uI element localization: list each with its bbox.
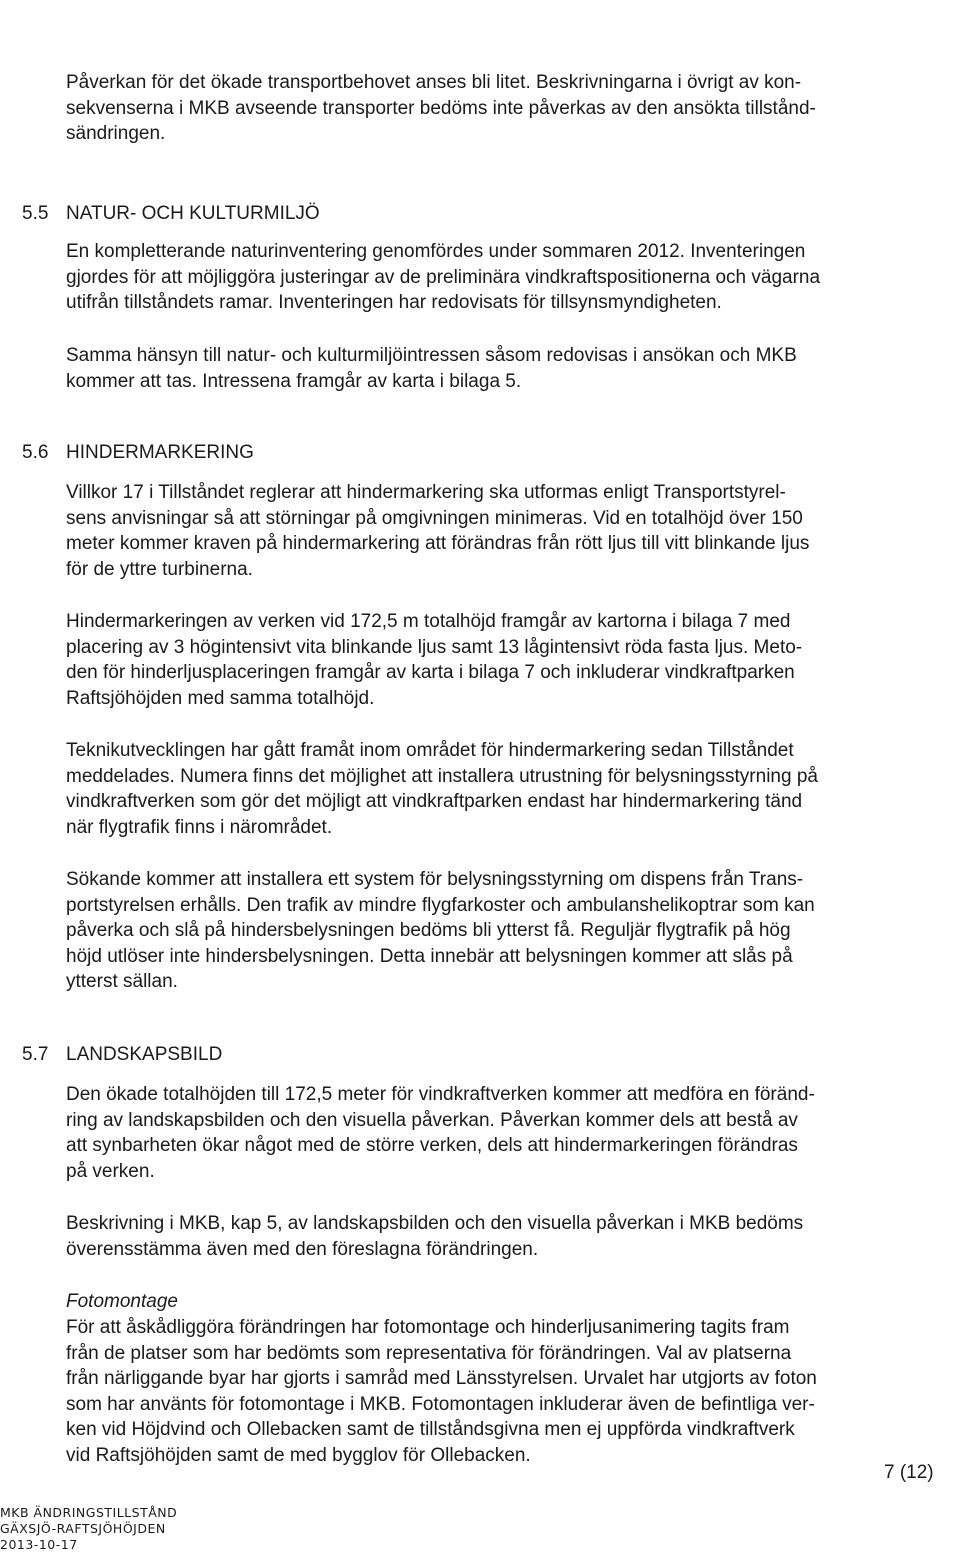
text-line: påverka och slå på hindersbelysningen bedöms bli ytterst få. Reguljär flygtrafik på hög: [66, 920, 791, 941]
footer-date: 2013-10-17: [0, 1537, 78, 1552]
text-line: höjd utlöser inte hindersbelysningen. Detta innebär att belysningen kommer att slås på: [66, 945, 793, 967]
text-line: vindkraftverken som gör det möjligt att vindkraftparken endast har hindermarkering tänd: [66, 791, 803, 812]
text-line: Villkor 17 i Tillståndet reglerar att hindermarkering ska utformas enligt Transportstyrel-: [66, 482, 786, 503]
text-line: den för hinderljusplaceringen framgår av karta i bilaga 7 och inkluderar vindkraftparken: [66, 662, 795, 683]
section-5-6-paragraph-3: [66, 738, 960, 840]
section-number-5-5: 5.5: [22, 203, 49, 224]
text-line: ring av landskapsbilden och den visuella påverkan. Påverkan kommer dels att bestå av: [66, 1109, 798, 1131]
text-line: Sökande kommer att installera ett system för belysningsstyrning om dispens från Trans-: [66, 869, 804, 890]
text-line: överensstämma även med den föreslagna förändringen.: [66, 1238, 539, 1260]
text-line: ytterst sällan.: [66, 971, 178, 992]
text-line: gjordes för att möjliggöra justeringar av de preliminära vindkraftspositionerna och vägarna: [66, 266, 821, 288]
section-5-5-paragraph-2: [66, 343, 960, 394]
section-title-natur-kulturmiljo: NATUR- OCH KULTURMILJÖ: [66, 203, 320, 224]
section-number-5-6: 5.6: [22, 442, 49, 463]
intro-paragraph: [66, 70, 960, 147]
text-line: kommer att tas. Intressena framgår av karta i bilaga 5.: [66, 370, 522, 392]
text-line: sens anvisningar så att störningar på omgivningen minimeras. Vid en totalhöjd över 150: [66, 507, 803, 529]
section-5-7-paragraph-2: [66, 1211, 960, 1262]
text-line: Hindermarkeringen av verken vid 172,5 m totalhöjd framgår av kartorna i bilaga 7 med: [66, 611, 791, 632]
text-line: utifrån tillståndets ramar. Inventeringen har redovisats för tillsynsmyndigheten.: [66, 292, 722, 313]
text-line: när flygtrafik finns i närområdet.: [66, 816, 333, 838]
section-title-landskapsbild: LANDSKAPSBILD: [66, 1044, 223, 1065]
text-line: meter kommer kraven på hindermarkering att förändras från rött ljus till vitt blinkande ljus: [66, 533, 810, 554]
text-line: sändringen.: [66, 123, 166, 144]
text-line: från närliggande byar har gjorts i samråd med Länsstyrelsen. Urvalet har utgjorts av foton: [66, 1368, 817, 1389]
footer: [0, 1505, 177, 1553]
text-line: för de yttre turbinerna.: [66, 558, 253, 580]
text-line: som har använts för fotomontage i MKB. Fotomontagen inkluderar även de befintliga ver-: [66, 1393, 815, 1415]
footer-document-title: MKB ÄNDRINGSTILLSTÅND: [0, 1505, 178, 1520]
text-line: meddelades. Numera finns det möjlighet att installera utrustning för belysningsstyrning på: [66, 765, 818, 787]
text-line: ken vid Höjdvind och Ollebacken samt de tillståndsgivna men ej uppförda vindkraftverk: [66, 1419, 795, 1440]
text-line: En kompletterande naturinventering genomfördes under sommaren 2012. Inventeringen: [66, 241, 806, 262]
text-line: Påverkan för det ökade transportbehovet anses bli litet. Beskrivningarna i övrigt av kon-: [66, 72, 802, 93]
text-line: placering av 3 högintensivt vita blinkande ljus samt 13 lågintensivt röda fasta ljus. Meto-: [66, 636, 803, 658]
text-line: Samma hänsyn till natur- och kulturmiljöintressen såsom redovisas i ansökan och MKB: [66, 345, 797, 366]
section-5-7-paragraph-3: [66, 1315, 960, 1468]
text-line: portstyrelsen erhålls. Den trafik av mindre flygfarkoster och ambulanshelikoptrar som kan: [66, 894, 815, 916]
text-line: Raftsjöhöjden med samma totalhöjd.: [66, 687, 375, 709]
page-number: 7 (12): [884, 1462, 934, 1483]
text-line: Beskrivning i MKB, kap 5, av landskapsbilden och den visuella påverkan i MKB bedöms: [66, 1213, 804, 1234]
footer-project-name: GÄXSJÖ-RAFTSJÖHÖJDEN: [0, 1521, 166, 1536]
text-line: från de platser som har bedömts som representativa för förändringen. Val av platserna: [66, 1342, 792, 1364]
subheading-fotomontage: Fotomontage: [66, 1291, 178, 1312]
text-line: vid Raftsjöhöjden samt de med bygglov för Ollebacken.: [66, 1444, 531, 1466]
section-5-7-paragraph-1: [66, 1082, 960, 1184]
section-title-hindermarkering: HINDERMARKERING: [66, 442, 254, 463]
section-5-6-paragraph-1: [66, 480, 960, 582]
section-number-5-7: 5.7: [22, 1044, 49, 1065]
text-line: på verken.: [66, 1160, 155, 1182]
section-5-6-paragraph-4: [66, 867, 960, 995]
text-line: För att åskådliggöra förändringen har fotomontage och hinderljusanimering tagits fram: [66, 1317, 790, 1338]
text-line: Teknikutvecklingen har gått framåt inom området för hindermarkering sedan Tillståndet: [66, 740, 794, 761]
text-line: Den ökade totalhöjden till 172,5 meter för vindkraftverken kommer att medföra en föränd-: [66, 1084, 815, 1105]
section-5-5-paragraph-1: [66, 239, 960, 316]
section-5-6-paragraph-2: [66, 609, 960, 711]
text-line: sekvenserna i MKB avseende transporter bedöms inte påverkas av den ansökta tillstånd-: [66, 97, 816, 119]
text-line: att synbarheten ökar något med de större verken, dels att hindermarkeringen förändras: [66, 1135, 798, 1156]
